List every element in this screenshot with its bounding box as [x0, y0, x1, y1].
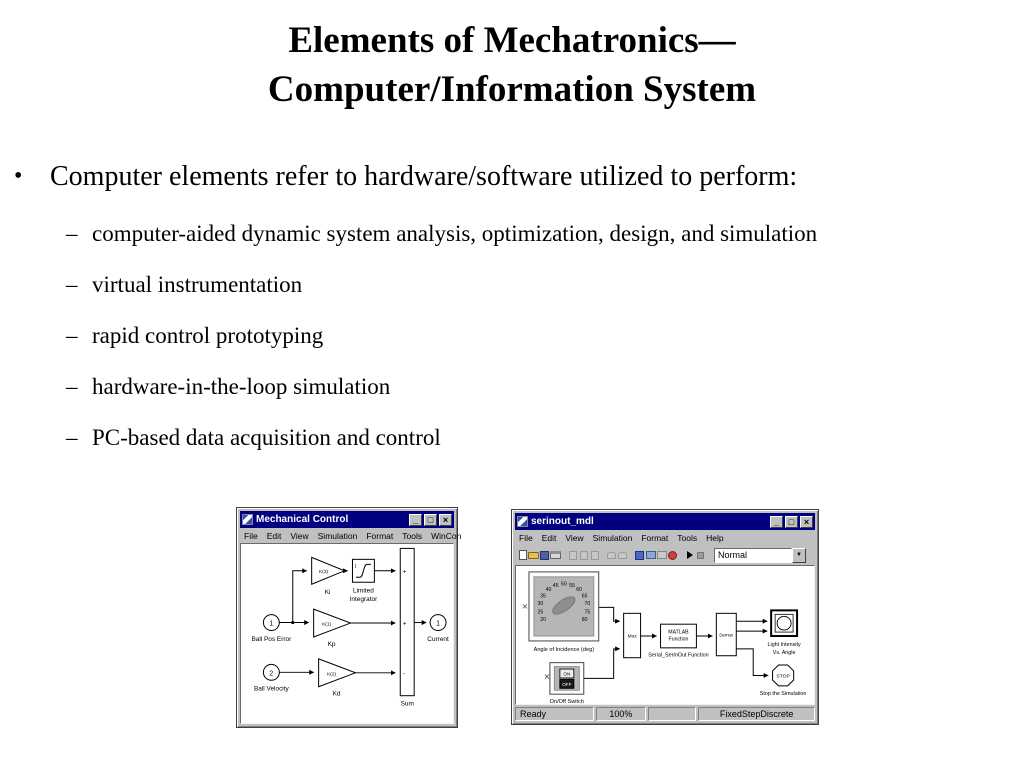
limited-integrator-block[interactable] [350, 559, 378, 603]
dash-glyph: – [66, 221, 78, 246]
port-x-marker [523, 604, 527, 608]
gain-kd-block[interactable] [319, 659, 356, 698]
maximize-button[interactable]: □ [785, 516, 798, 528]
demux-block[interactable] [716, 613, 736, 655]
minimize-button[interactable]: _ [770, 516, 783, 528]
svg-text:K(3): K(3) [319, 569, 329, 575]
wire [584, 649, 620, 679]
new-model-button[interactable] [517, 548, 528, 563]
menu-tools[interactable]: Tools [402, 530, 423, 541]
window-title: serinout_mdl [531, 516, 594, 527]
block-diagram-pid[interactable] [241, 544, 453, 722]
mechanical-control-menubar [240, 528, 462, 543]
serinout-titlebar[interactable] [515, 513, 815, 530]
copy-button[interactable] [578, 548, 589, 563]
xy-scope-block[interactable] [768, 610, 801, 655]
debug-button[interactable] [667, 548, 678, 563]
wire [599, 607, 620, 621]
title-line-1: Elements of Mechatronics— [288, 20, 736, 61]
sub-bullet-3 [66, 323, 323, 349]
svg-text:+: + [402, 620, 407, 628]
svg-text:35: 35 [540, 593, 546, 600]
start-simulation-button[interactable] [684, 548, 695, 563]
svg-text:70: 70 [584, 601, 591, 608]
menu-file[interactable]: File [519, 532, 533, 543]
close-button[interactable]: × [439, 514, 452, 526]
library-browser-button[interactable] [645, 548, 656, 563]
svg-text:Mux: Mux [627, 634, 637, 640]
mechanical-control-canvas[interactable] [240, 543, 454, 724]
menu-format[interactable]: Format [366, 530, 394, 541]
svg-text:Demux: Demux [719, 632, 734, 638]
svg-text:55: 55 [569, 583, 575, 590]
status-ready: Ready [515, 707, 594, 721]
svg-text:Function: Function [668, 636, 689, 643]
print-button[interactable] [550, 548, 561, 563]
cut-button[interactable] [567, 548, 578, 563]
sub-bullet-4 [66, 374, 390, 400]
mux-block[interactable] [624, 613, 641, 657]
serinout-statusbar [515, 707, 815, 721]
svg-text:40: 40 [545, 587, 552, 594]
build-icon [635, 551, 644, 560]
copy-icon [580, 551, 588, 560]
svg-text:Angle of Incidence (deg): Angle of Incidence (deg) [533, 646, 595, 653]
undo-icon [607, 552, 616, 559]
save-floppy-icon [540, 551, 549, 560]
svg-text:Serial_SerInOut Function: Serial_SerInOut Function [648, 652, 709, 659]
svg-text:25: 25 [537, 609, 544, 616]
stop-simulation-block[interactable] [760, 665, 807, 697]
svg-text:60: 60 [576, 587, 583, 594]
sub-bullet-text: rapid control prototyping [92, 323, 324, 348]
signal-icon [657, 551, 667, 559]
sub-bullet-5 [66, 425, 441, 451]
sub-bullet-text: computer-aided dynamic system analysis, optimization, design, and simulation [92, 221, 818, 246]
status-solver: FixedStepDiscrete [698, 707, 815, 721]
svg-text:Integrator: Integrator [349, 596, 378, 604]
svg-text:20: 20 [540, 617, 546, 624]
signal-toggle-button[interactable] [656, 548, 667, 563]
svg-text:Ki: Ki [324, 589, 331, 597]
menu-edit[interactable]: Edit [541, 532, 557, 543]
sim-mode-value: Normal [714, 548, 792, 563]
svg-text:K(1): K(1) [322, 622, 332, 628]
svg-text:Sum: Sum [400, 700, 414, 708]
open-model-button[interactable] [528, 548, 539, 563]
page-title [0, 16, 1024, 114]
menu-edit[interactable]: Edit [266, 530, 282, 541]
serinout-toolbar [515, 545, 815, 565]
block-diagram-serial[interactable] [516, 566, 815, 705]
svg-text:75: 75 [584, 609, 591, 616]
save-model-button[interactable] [539, 548, 550, 563]
paste-button[interactable] [589, 548, 600, 563]
svg-text:1: 1 [436, 620, 441, 628]
serinout-menubar [515, 530, 815, 545]
redo-icon [618, 552, 627, 559]
sum-block[interactable] [400, 548, 414, 707]
serinout-canvas[interactable] [515, 565, 815, 705]
simulink-app-icon [242, 514, 253, 525]
sub-bullet-text: virtual instrumentation [92, 272, 303, 297]
svg-text:Light Intensity: Light Intensity [767, 641, 801, 648]
menu-simulation[interactable]: Simulation [317, 530, 358, 541]
redo-button[interactable] [617, 548, 628, 563]
status-empty [648, 707, 696, 721]
simulink-app-icon [517, 516, 528, 527]
dash-glyph: – [66, 272, 78, 297]
svg-text:K(2): K(2) [327, 672, 337, 678]
port-x-marker [545, 674, 549, 678]
svg-text:30: 30 [537, 601, 544, 608]
debug-icon [668, 551, 677, 560]
stop-simulation-button[interactable] [695, 548, 706, 563]
status-zoom: 100% [596, 707, 647, 721]
dash-glyph: – [66, 323, 78, 348]
svg-text:Limited: Limited [353, 587, 374, 595]
svg-text:MATLAB: MATLAB [668, 629, 689, 636]
window-title: Mechanical Control [256, 514, 349, 525]
matlab-function-block[interactable] [648, 624, 708, 659]
svg-text:45: 45 [552, 583, 559, 590]
svg-text:Kp: Kp [327, 640, 336, 648]
sub-bullet-1 [66, 221, 817, 247]
svg-text:Ball Pos Error: Ball Pos Error [251, 635, 292, 643]
svg-text:50: 50 [560, 581, 567, 588]
wire [736, 649, 768, 676]
wire [293, 571, 307, 623]
menu-file[interactable]: File [244, 530, 258, 541]
svg-text:STOP: STOP [776, 674, 790, 680]
svg-text:Ball Velocity: Ball Velocity [253, 685, 289, 693]
inport-ball-pos-error[interactable] [251, 615, 292, 643]
undo-button[interactable] [606, 548, 617, 563]
sub-bullet-text: hardware-in-the-loop simulation [92, 374, 391, 399]
svg-text:-: - [402, 670, 405, 678]
gain-ki-block[interactable] [312, 557, 345, 596]
gain-kp-block[interactable] [314, 609, 351, 648]
bullet-glyph: • [14, 163, 23, 189]
title-line-2: Computer/Information System [267, 69, 757, 110]
svg-text:65: 65 [581, 593, 588, 600]
play-icon [687, 551, 693, 559]
build-button[interactable] [634, 548, 645, 563]
dash-glyph: – [66, 425, 78, 450]
mechanical-control-titlebar[interactable] [240, 511, 454, 528]
sim-mode-select[interactable] [714, 548, 806, 563]
svg-text:Current: Current [427, 635, 449, 643]
svg-text:Kd: Kd [332, 690, 341, 698]
cut-icon [569, 551, 577, 560]
angle-dial-block[interactable] [529, 572, 599, 653]
new-file-icon [519, 550, 527, 560]
serinout-mdl-window [511, 509, 819, 725]
svg-text:On/Off Switch: On/Off Switch [549, 699, 584, 705]
mechanical-control-window [236, 507, 462, 728]
sub-bullet-2 [66, 272, 302, 298]
svg-text:2: 2 [269, 670, 274, 678]
svg-text:Vs. Angle: Vs. Angle [772, 649, 796, 656]
svg-text:+: + [402, 568, 407, 576]
svg-text:ON: ON [563, 671, 571, 677]
outport-current[interactable] [427, 615, 449, 643]
stop-icon [697, 552, 704, 559]
menu-help[interactable]: Help [706, 532, 724, 543]
svg-text:80: 80 [581, 617, 588, 624]
open-folder-icon [528, 552, 539, 559]
minimize-button[interactable]: _ [409, 514, 422, 526]
main-bullet-text: Computer elements refer to hardware/software utilized to perform: [50, 161, 798, 192]
menu-tools[interactable]: Tools [677, 532, 698, 543]
menu-view[interactable]: View [565, 532, 584, 543]
close-button[interactable]: × [800, 516, 813, 528]
menu-format[interactable]: Format [641, 532, 669, 543]
maximize-button[interactable]: □ [424, 514, 437, 526]
on-off-switch-block[interactable] [550, 663, 584, 705]
svg-text:OFF: OFF [562, 681, 572, 687]
menu-wincon[interactable]: WinCon [431, 530, 462, 541]
svg-text:1: 1 [269, 620, 274, 628]
library-icon [646, 551, 656, 559]
chevron-down-icon[interactable]: ▼ [792, 548, 806, 563]
svg-text:Stop the Simulation: Stop the Simulation [759, 691, 807, 698]
menu-simulation[interactable]: Simulation [592, 532, 633, 543]
inport-ball-velocity[interactable] [254, 664, 290, 692]
dash-glyph: – [66, 374, 78, 399]
sub-bullet-text: PC-based data acquisition and control [92, 425, 441, 450]
paste-icon [591, 551, 599, 560]
menu-view[interactable]: View [290, 530, 309, 541]
printer-icon [550, 551, 561, 559]
